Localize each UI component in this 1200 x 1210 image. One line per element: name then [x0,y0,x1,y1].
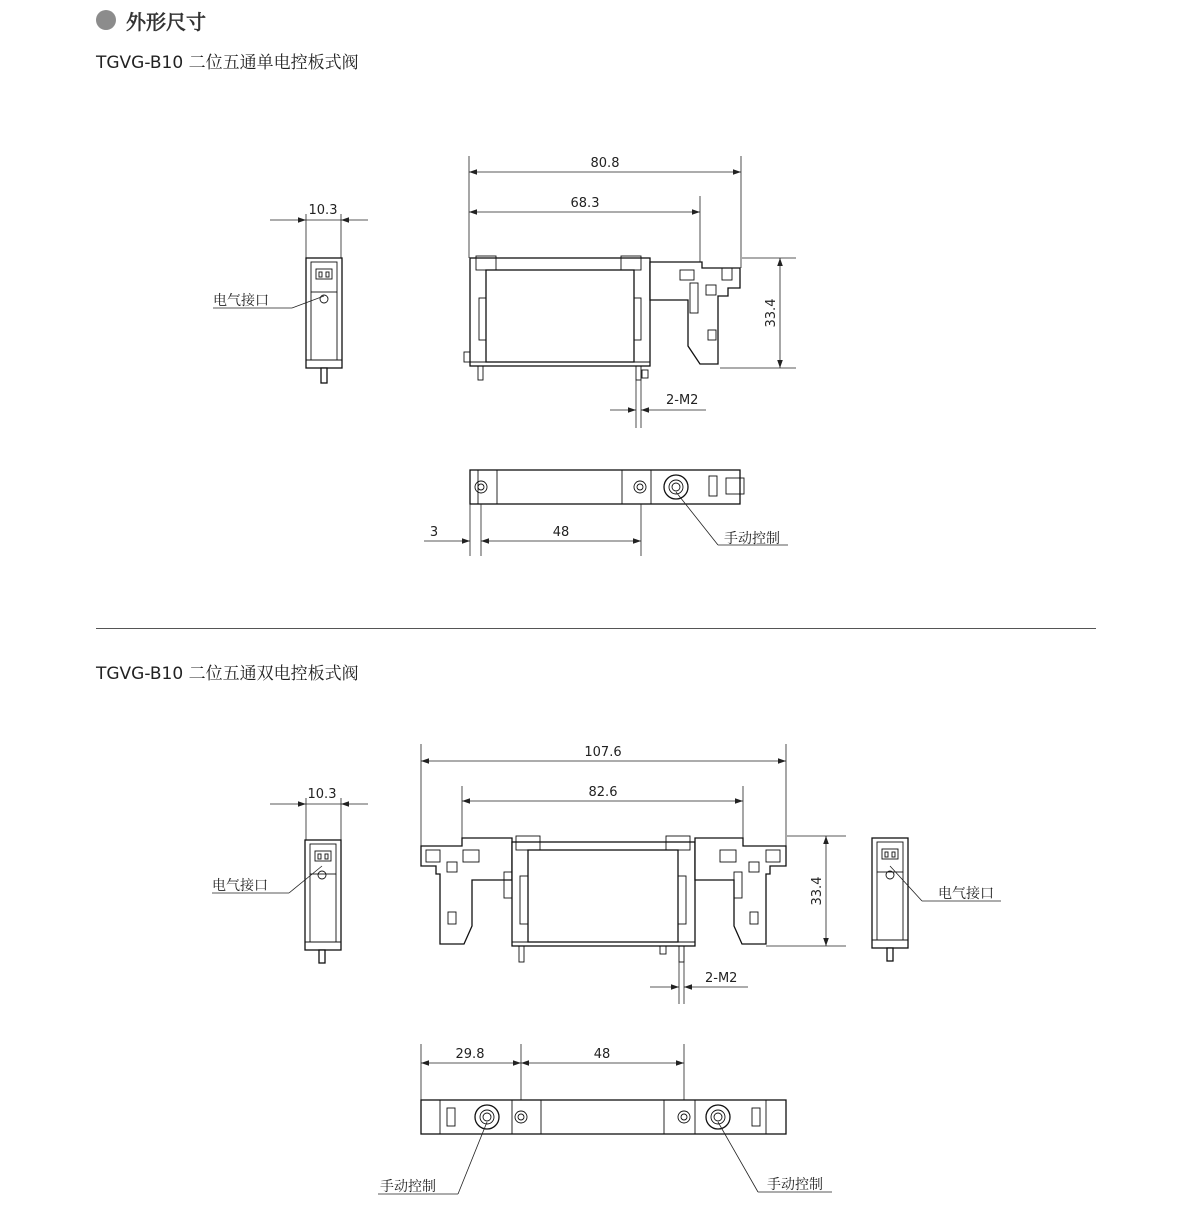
section-title: 外形尺寸 [126,9,206,34]
double-pitch: 48 [593,1047,611,1062]
single-side-view [213,203,368,383]
double-total-length: 107.6 [584,745,622,760]
single-total-length: 80.8 [590,156,620,171]
single-offset: 3 [429,525,439,540]
double-side-view-left [212,787,368,963]
single-connector-label: 电气接口 [213,293,269,309]
double-offset: 29.8 [455,1047,485,1062]
double-body-length: 82.6 [588,785,618,800]
single-side-width: 10.3 [308,203,338,218]
single-pitch: 48 [552,525,570,540]
double-valve-title: TGVG-B10 二位五通双电控板式阀 [96,664,359,684]
single-top-view [424,470,788,556]
double-front-view [421,744,846,1004]
single-port-label: 2-M2 [666,393,699,408]
double-connector-left-label: 电气接口 [212,878,268,894]
single-front-view [464,156,796,428]
double-manual-right-label: 手动控制 [767,1177,823,1193]
double-manual-left-label: 手动控制 [380,1179,436,1195]
double-top-view [378,1044,832,1195]
double-connector-right-label: 电气接口 [938,886,994,902]
double-height: 33.4 [810,876,825,906]
double-port-label: 2-M2 [705,971,738,986]
single-manual-label: 手动控制 [724,531,780,547]
single-valve-title: TGVG-B10 二位五通单电控板式阀 [96,53,359,73]
double-side-view-right [872,838,1001,961]
single-body-length: 68.3 [570,196,600,211]
double-side-width: 10.3 [307,787,337,802]
single-height: 33.4 [764,298,779,328]
